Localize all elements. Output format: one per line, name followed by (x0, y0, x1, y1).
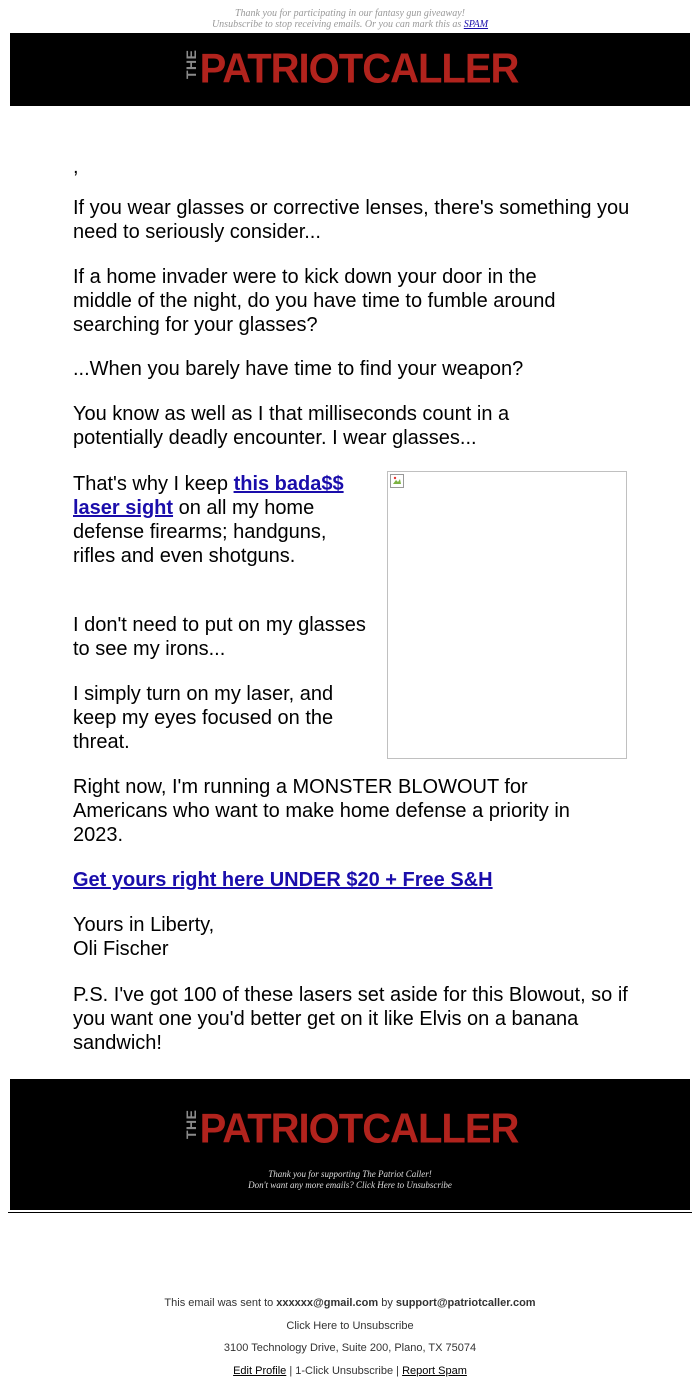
product-image[interactable] (387, 471, 627, 759)
cta-paragraph (73, 868, 633, 892)
header-banner (10, 33, 690, 106)
footer-note (10, 1169, 690, 1191)
paragraph-home-invader: If a home invader were to kick down your door in the middle of the night, do you have time to fumble around searching for your glasses? (73, 266, 556, 336)
laser-sight-link[interactable]: this bada$$ laser sight (73, 473, 344, 519)
footer-thanks: Thank you for supporting The Patriot Caller! (268, 1169, 432, 1179)
footer-divider (8, 1212, 692, 1213)
paragraph-blowout: Right now, I'm running a MONSTER BLOWOUT for Americans who want to make home defense a priority in 2023. (73, 776, 570, 846)
signoff-line: Yours in Liberty, (73, 914, 215, 936)
sender-email: support@patriotcaller.com (395, 1297, 536, 1309)
report-spam-link[interactable]: Report Spam (402, 1365, 467, 1377)
signature-name: Oli Fischer (73, 938, 169, 960)
broken-image-icon (390, 474, 404, 488)
footer-unsubscribe-link[interactable]: Don't want any more emails? Click Here to Unsubscribe (248, 1180, 452, 1190)
bottom-unsubscribe-link[interactable]: Click Here to Unsubscribe (286, 1320, 414, 1332)
patriot-caller-logo[interactable] (10, 47, 690, 92)
mailing-address: 3100 Technology Drive, Suite 200, Plano, TX 75074 (223, 1342, 477, 1354)
one-click-unsubscribe-link[interactable]: 1-Click Unsubscribe (295, 1365, 394, 1377)
paragraph-ps: P.S. I've got 100 of these lasers set aside for this Blowout, so if you want one you'd better get on it like Elvis on a banana sandwich! (73, 984, 628, 1054)
logo-main: PATRIOTCALLER (199, 45, 519, 93)
paragraph-focus: I simply turn on my laser, and keep my eyes focused on the threat. (73, 683, 334, 753)
logo-main-footer: PATRIOTCALLER (199, 1105, 519, 1153)
cta-link[interactable]: Get yours right here UNDER $20 + Free S&H (73, 869, 493, 891)
preheader-line2: Unsubscribe to stop receiving emails. Or you can mark this as SPAM (211, 19, 489, 30)
paragraph-glasses: If you wear glasses or corrective lenses, there's something you need to seriously consider... (73, 197, 630, 243)
preheader-line1: Thank you for participating in our fantasy gun giveaway! (235, 8, 465, 19)
spam-link[interactable]: SPAM (463, 19, 489, 30)
paragraph-milliseconds: You know as well as I that milliseconds count in a potentially deadly encounter. I wear glasses... (73, 403, 510, 449)
preheader (0, 8, 700, 30)
sent-to-line: This email was sent to xxxxxx@gmail.com by support@patriotcaller.com (164, 1297, 536, 1309)
footer-links: Edit Profile | 1-Click Unsubscribe | Report Spam (233, 1365, 467, 1377)
footer-banner (10, 1079, 690, 1210)
paragraph-irons: I don't need to put on my glasses to see my irons... (73, 614, 366, 660)
patriot-caller-logo-footer[interactable] (10, 1107, 690, 1152)
edit-profile-link[interactable]: Edit Profile (233, 1365, 287, 1377)
paragraph-laser-sight: That's why I keep this bada$$ laser sight on all my home defense firearms; handguns, rifles and even shotguns. (73, 473, 344, 567)
recipient-email: xxxxxx@gmail.com (276, 1297, 379, 1309)
logo-the-footer: THE (182, 1109, 199, 1139)
paragraph-weapon: ...When you barely have time to find your weapon? (73, 358, 524, 380)
signoff (73, 913, 633, 961)
greeting: , (73, 156, 79, 178)
logo-the: THE (182, 49, 199, 79)
